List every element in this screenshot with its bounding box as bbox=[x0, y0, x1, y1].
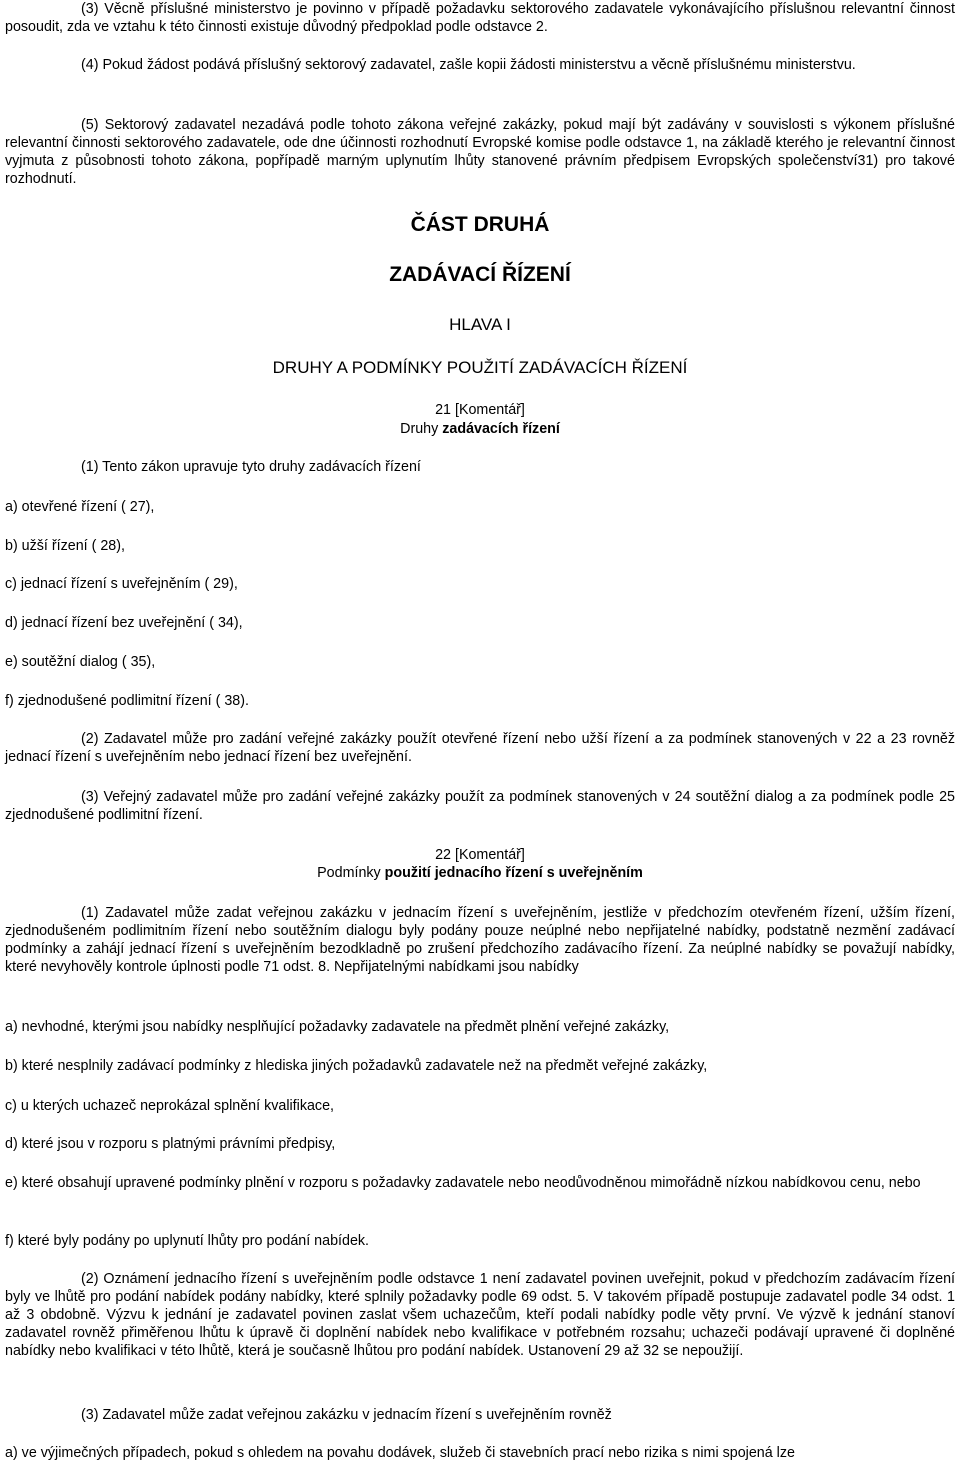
list-item: d) jednací řízení bez uveřejnění ( 34), bbox=[5, 615, 243, 631]
list-item: d) které jsou v rozporu s platnými právními předpisy, bbox=[5, 1136, 336, 1152]
paragraph-4: (4) Pokud žádost podává příslušný sektorový zadavatel, zašle kopii žádosti ministerstvu a věcně příslušnému ministerstvu. bbox=[81, 57, 856, 73]
section-22-paragraph-1: (1) Zadavatel může zadat veřejnou zakázku v jednacím řízení s uveřejněním, jestliže v předchozím otevřeném řízení, užším řízení, zjednodušeném podlimitním řízení nebo soutěžním dialogu byly podány pouze neúplné nebo nepřijatelné nabídky, podstatně nezmění zadávací podmínky a zahájí jednací řízení s uveřejněním bezodkladně po zrušení předchozího zadávacího řízení. Za neúplné nabídky se považují nabídky, které nevyhověly kontrole úplnosti podle 71 odst. 8. Nepřijatelnými nabídkami jsou nabídky bbox=[5, 905, 955, 975]
section-21-paragraph-3: (3) Veřejný zadavatel může pro zadání veřejné zakázky použít za podmínek stanovených v 24 soutěžní dialog a za podmínek podle 25 zjednodušené podlimitní řízení. bbox=[5, 789, 955, 823]
list-item: b) které nesplnily zadávací podmínky z hlediska jiných požadavků zadavatele než na předmět veřejné zakázky, bbox=[5, 1058, 708, 1074]
section-22-paragraph-2: (2) Oznámení jednacího řízení s uveřejněním podle odstavce 1 není zadavatel povinen uveřejnit, pokud v předchozím zadávacím řízení byly ve lhůtě pro podání nabídek podány nabídky, které splnily požadavky podle 69 odst. 5. V takovém případě postupuje zadavatel podle 34 odst. 1 až 3 obdobně. Výzvu k jednání je zadavatel povinen zaslat všem uchazečům, kteří podali nabídky podle věty první. Ve výzvě k jednání stanoví zadavatel rovněž přiměřenou lhůtu k úpravě či doplnění nabídek nebo kvalifikace v potřebném rozsahu; uchazeči podávají upravené či doplněné nabídky nebo kvalifikaci v této lhůtě, která je současně lhůtou pro podání nabídek. Ustanovení 29 až 32 se nepoužijí. bbox=[5, 1271, 955, 1359]
list-item: a) otevřené řízení ( 27), bbox=[5, 499, 155, 515]
section-21-paragraph-2: (2) Zadavatel může pro zadání veřejné zakázky použít otevřené řízení nebo užší řízení a za podmínek stanovených v 22 a 23 rovněž jednací řízení s uveřejněním nebo jednací řízení bez uveřejnění. bbox=[5, 731, 955, 765]
section-21-intro: (1) Tento zákon upravuje tyto druhy zadávacích řízení bbox=[81, 459, 421, 475]
section-22-paragraph-3a: a) ve výjimečných případech, pokud s ohledem na povahu dodávek, služeb či stavebních prací nebo rizika s nimi spojená lze bbox=[5, 1445, 795, 1461]
list-item: c) u kterých uchazeč neprokázal splnění kvalifikace, bbox=[5, 1098, 334, 1114]
section-21-title-plain: Druhy bbox=[400, 421, 443, 437]
part-heading: ČÁST DRUHÁ bbox=[410, 213, 550, 236]
part-title: ZADÁVACÍ ŘÍZENÍ bbox=[389, 263, 571, 286]
list-item: b) užší řízení ( 28), bbox=[5, 538, 125, 554]
section-22-number: 22 [Komentář] bbox=[435, 847, 525, 863]
section-21-title bbox=[383, 420, 577, 438]
section-21-number: 21 [Komentář] bbox=[435, 402, 525, 418]
list-item: a) nevhodné, kterými jsou nabídky nesplňující požadavky zadavatele na předmět plnění veřejné zakázky, bbox=[5, 1019, 670, 1035]
list-item: e) soutěžní dialog ( 35), bbox=[5, 654, 156, 670]
list-item: f) zjednodušené podlimitní řízení ( 38). bbox=[5, 693, 249, 709]
list-item: e) které obsahují upravené podmínky plnění v rozporu s požadavky zadavatele nebo neodůvodněnou mimořádně nízkou nabídkovou cenu, nebo bbox=[5, 1175, 921, 1191]
list-item: f) které byly podány po uplynutí lhůty pro podání nabídek. bbox=[5, 1233, 370, 1249]
section-22-title-plain: Podmínky bbox=[317, 865, 385, 881]
chapter-heading: HLAVA I bbox=[449, 315, 511, 334]
section-22-title-bold: použití jednacího řízení s uveřejněním bbox=[384, 865, 643, 881]
chapter-title: DRUHY A PODMÍNKY POUŽITÍ ZADÁVACÍCH ŘÍZENÍ bbox=[272, 358, 688, 377]
paragraph-3: (3) Věcně příslušné ministerstvo je povinno v případě požadavku sektorového zadavatele vykonávajícího příslušnou relevantní činnost posoudit, zda ve vztahu k této činnosti existuje důvodný předpoklad podle odstavce 2. bbox=[5, 1, 955, 35]
section-21-title-bold: zadávacích řízení bbox=[442, 421, 560, 437]
section-22-paragraph-3: (3) Zadavatel může zadat veřejnou zakázku v jednacím řízení s uveřejněním rovněž bbox=[81, 1407, 612, 1423]
paragraph-5: (5) Sektorový zadavatel nezadává podle tohoto zákona veřejné zakázky, pokud mají být zadávány v souvislosti s výkonem příslušné relevantní činnosti sektorového zadavatele, ode dne účinnosti rozhodnutí Evropské komise podle odstavce 1, na základě kterého je relevantní činnost vyjmuta z působnosti tohoto zákona, popřípadě marným uplynutím lhůty stanovené právním předpisem Evropských společenství31) pro takové rozhodnutí. bbox=[5, 117, 955, 187]
section-22-title bbox=[280, 864, 680, 882]
list-item: c) jednací řízení s uveřejněním ( 29), bbox=[5, 576, 238, 592]
